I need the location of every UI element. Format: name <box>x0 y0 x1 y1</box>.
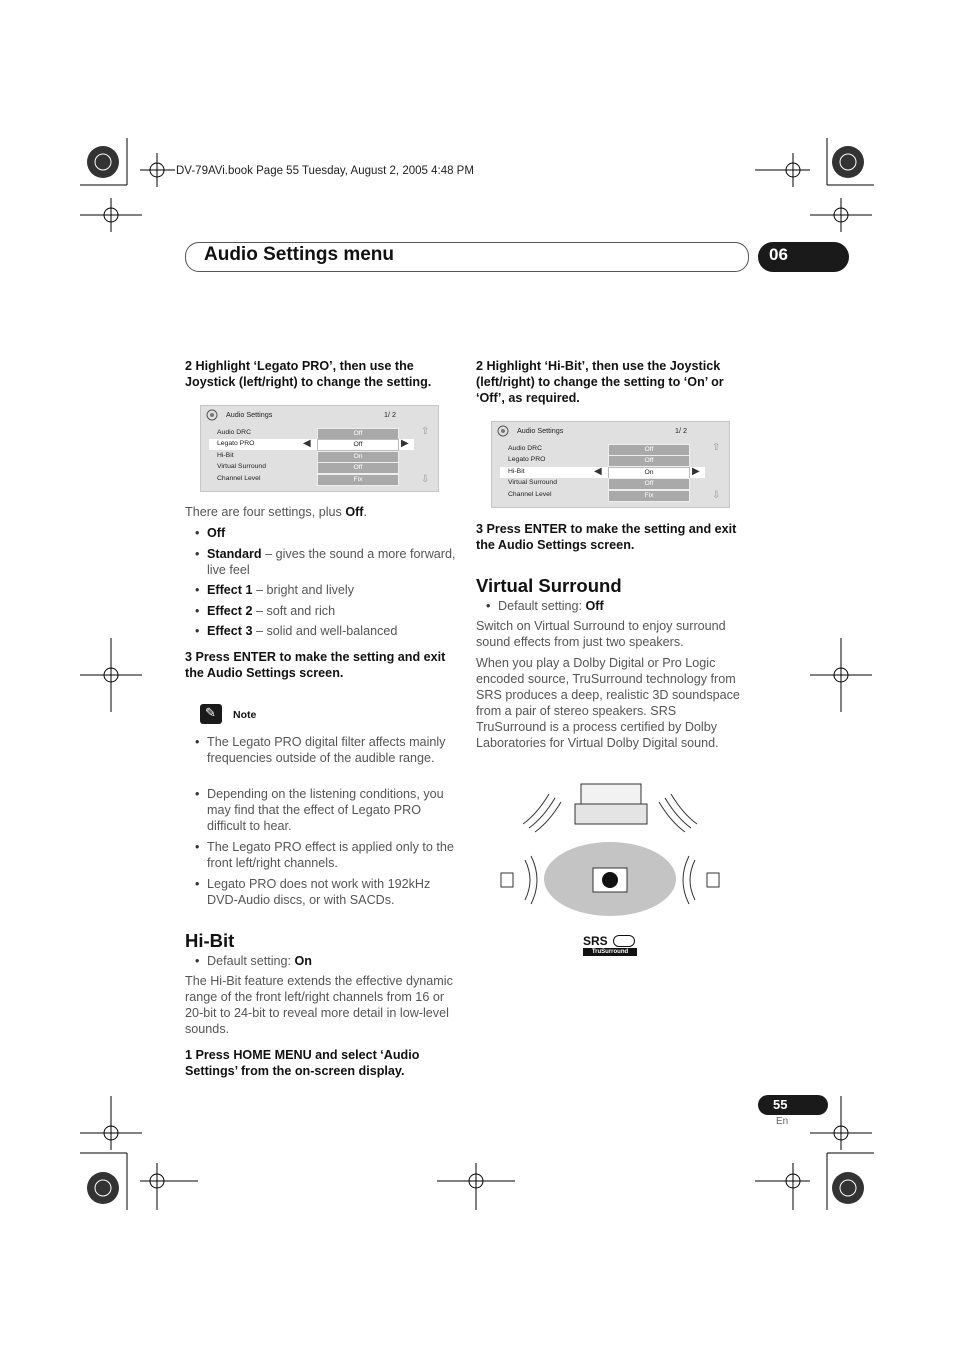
option-item: • Off <box>185 525 460 541</box>
option-item: • Effect 1 – bright and lively <box>185 582 460 598</box>
left-step-2: 2 Highlight ‘Legato PRO’, then use the Joystick (left/right) to change the setting. <box>185 359 432 389</box>
left-step-1: 1 Press HOME MENU and select ‘Audio Settings’ from the on-screen display. <box>185 1048 420 1078</box>
speaker-icon <box>205 408 219 422</box>
osd-legato-screen <box>200 405 439 492</box>
osd-row-label: Legato PRO <box>217 440 255 447</box>
osd-row-value: On <box>608 467 690 479</box>
srs-trusurround-logo: SRS TruSurround <box>583 935 638 955</box>
scroll-up-icon[interactable]: ⇧ <box>421 426 430 437</box>
note-item: • The Legato PRO digital filter affects mainly frequencies outside of the audible range. <box>185 734 460 766</box>
page-number-badge <box>758 1095 828 1115</box>
surround-illustration <box>495 780 725 920</box>
vs-default: • Default setting: Off <box>476 598 751 614</box>
page-title: Audio Settings menu <box>204 244 394 265</box>
osd-title: Audio Settings <box>226 410 273 419</box>
note-pencil-icon: ✎ <box>200 704 222 724</box>
osd-hibit-screen <box>491 421 730 508</box>
option-item: • Effect 2 – soft and rich <box>185 603 460 619</box>
osd-row-value: Off <box>317 439 399 451</box>
osd-row[interactable] <box>500 455 705 466</box>
osd-row[interactable] <box>209 462 414 473</box>
vs-paragraph-1: Switch on Virtual Surround to enjoy surround sound effects from just two speakers. <box>476 619 726 649</box>
chapter-number: 06 <box>769 245 788 264</box>
right-step-3: 3 Press ENTER to make the setting and exit the Audio Settings screen. <box>476 522 737 552</box>
arrow-right-icon[interactable]: ▶ <box>692 466 700 477</box>
hibit-heading: Hi-Bit <box>185 930 235 951</box>
option-item: • Standard – gives the sound a more forward, live feel <box>185 546 460 578</box>
note-item: • The Legato PRO effect is applied only to the front left/right channels. <box>185 839 460 871</box>
osd-row-value: Fix <box>317 474 399 486</box>
osd-row[interactable] <box>209 428 414 439</box>
osd-title: Audio Settings <box>517 426 564 435</box>
scroll-up-icon[interactable]: ⇧ <box>712 442 721 453</box>
osd-row-label: Audio DRC <box>508 445 542 452</box>
osd-row-selected[interactable] <box>209 439 414 450</box>
vs-paragraph-2: When you play a Dolby Digital or Pro Logic encoded source, TruSurround technology from SRS produces a deep, realistic 3D soundspace from a pair of stereo speakers. SRS TruSurround is a process certified by Dolby Laboratories for Virtual Dolby Digital sound. <box>476 656 740 750</box>
osd-row-selected[interactable] <box>500 467 705 478</box>
osd-row-label: Channel Level <box>217 475 261 482</box>
note-item: • Depending on the listening conditions, you may find that the effect of Legato PRO difficult to hear. <box>185 786 460 834</box>
note-label: Note <box>233 709 257 721</box>
osd-row[interactable] <box>209 474 414 485</box>
speaker-icon <box>496 424 510 438</box>
page-number: 55 <box>773 1097 788 1112</box>
osd-row-label: Hi-Bit <box>217 452 234 459</box>
osd-row-label: Virtual Surround <box>508 479 557 486</box>
scroll-down-icon[interactable]: ⇩ <box>712 490 721 501</box>
osd-row-value: Off <box>608 478 690 490</box>
option-item: • Effect 3 – solid and well-balanced <box>185 623 460 639</box>
four-settings-text: There are four settings, plus Off. <box>185 505 367 519</box>
osd-row-label: Virtual Surround <box>217 463 266 470</box>
osd-row-value: On <box>317 451 399 463</box>
arrow-left-icon[interactable]: ◀ <box>594 466 602 477</box>
osd-row-label: Channel Level <box>508 491 552 498</box>
left-step-3: 3 Press ENTER to make the setting and exit the Audio Settings screen. <box>185 650 446 680</box>
osd-row-value: Off <box>608 444 690 456</box>
osd-row[interactable] <box>500 490 705 501</box>
right-step-2: 2 Highlight ‘Hi-Bit’, then use the Joystick (left/right) to change the setting to ‘On’ or ‘Off’, as required. <box>476 359 724 405</box>
scroll-down-icon[interactable]: ⇩ <box>421 474 430 485</box>
virtual-surround-heading: Virtual Surround <box>476 575 622 596</box>
osd-row-value: Off <box>317 428 399 440</box>
page-language: En <box>776 1116 789 1127</box>
osd-row-label: Audio DRC <box>217 429 251 436</box>
osd-row-value: Off <box>608 455 690 467</box>
osd-row[interactable] <box>209 451 414 462</box>
hibit-body: The Hi-Bit feature extends the effective dynamic range of the front left/right channels from 16 or 20-bit to 24-bit to reveal more detail in low-level sounds. <box>185 974 453 1036</box>
osd-row-value: Off <box>317 462 399 474</box>
osd-row-label: Hi-Bit <box>508 468 525 475</box>
osd-page: 1/ 2 <box>675 426 687 435</box>
arrow-right-icon[interactable]: ▶ <box>401 438 409 449</box>
osd-row[interactable] <box>500 478 705 489</box>
arrow-left-icon[interactable]: ◀ <box>303 438 311 449</box>
note-item: • Legato PRO does not work with 192kHz DVD-Audio discs, or with SACDs. <box>185 876 460 908</box>
osd-row[interactable] <box>500 444 705 455</box>
file-info-line: DV-79AVi.book Page 55 Tuesday, August 2, 2005 4:48 PM <box>176 165 474 177</box>
osd-row-label: Legato PRO <box>508 456 546 463</box>
osd-page: 1/ 2 <box>384 410 396 419</box>
osd-row-value: Fix <box>608 490 690 502</box>
hibit-default: • Default setting: On <box>185 953 460 969</box>
